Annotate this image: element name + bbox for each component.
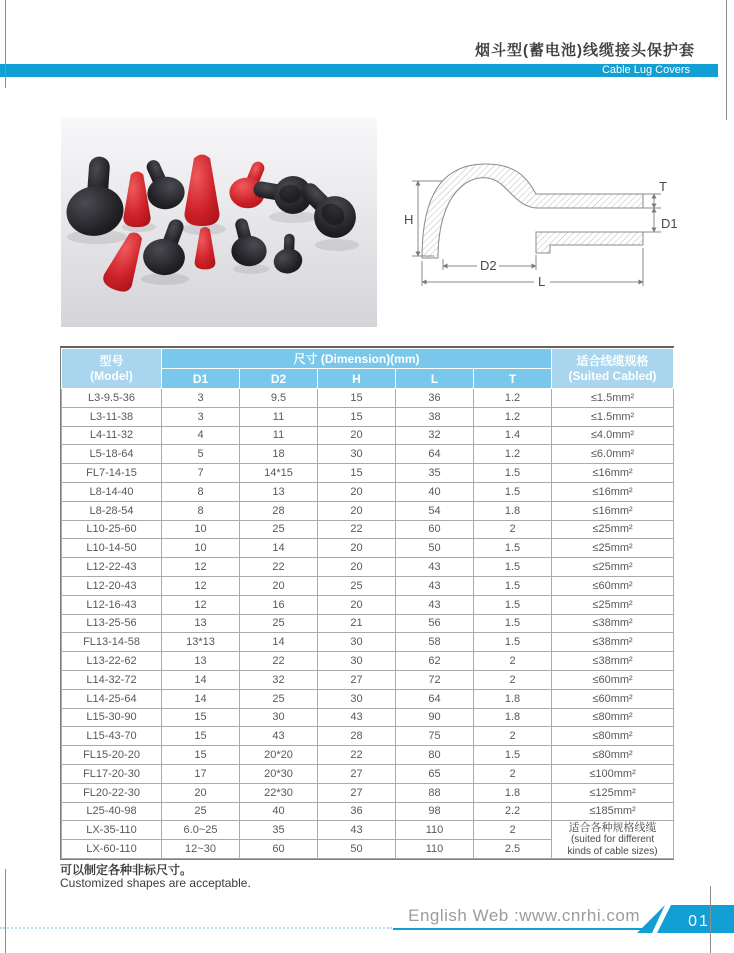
cell-d2: 28	[240, 501, 318, 520]
cell-d1: 14	[162, 689, 240, 708]
cell-model: L15-43-70	[62, 727, 162, 746]
cell-l: 80	[396, 746, 474, 765]
spec-table-body	[62, 389, 674, 859]
cell-h: 43	[318, 708, 396, 727]
cell-model: L10-14-50	[62, 539, 162, 558]
cell-d2: 14	[240, 633, 318, 652]
cell-l: 98	[396, 802, 474, 821]
cell-d1: 6.0~25	[162, 821, 240, 840]
cell-l: 75	[396, 727, 474, 746]
cell-suited: ≤6.0mm²	[552, 445, 674, 464]
cell-d2: 13	[240, 482, 318, 501]
merged-suited-line: kinds of cable sizes)	[567, 845, 658, 857]
cell-d2: 35	[240, 821, 318, 840]
cell-suited: ≤38mm²	[552, 633, 674, 652]
footer-dotted-line	[0, 927, 392, 929]
cell-d1: 7	[162, 464, 240, 483]
cell-d1: 5	[162, 445, 240, 464]
col-header-model-zh: 型号	[99, 353, 124, 368]
cell-t: 1.8	[474, 689, 552, 708]
table-row	[62, 595, 674, 614]
col-header-suited-en: (Suited Cabled)	[568, 368, 657, 383]
cell-h: 20	[318, 482, 396, 501]
cell-suited: ≤25mm²	[552, 520, 674, 539]
cell-h: 22	[318, 746, 396, 765]
cell-suited: ≤25mm²	[552, 595, 674, 614]
table-row	[62, 670, 674, 689]
cell-t: 1.2	[474, 389, 552, 408]
cell-h: 27	[318, 670, 396, 689]
cell-h: 30	[318, 652, 396, 671]
dim-label-l: L	[538, 274, 546, 289]
table-row	[62, 501, 674, 520]
corner-line-bottom-left	[5, 869, 6, 953]
table-row	[62, 482, 674, 501]
cell-t: 2.2	[474, 802, 552, 821]
table-row	[62, 464, 674, 483]
cell-h: 22	[318, 520, 396, 539]
cell-l: 56	[396, 614, 474, 633]
cell-model: FL15-20-20	[62, 746, 162, 765]
cell-suited: ≤16mm²	[552, 464, 674, 483]
cell-d1: 25	[162, 802, 240, 821]
cell-h: 20	[318, 539, 396, 558]
cell-l: 40	[396, 482, 474, 501]
cell-suited: ≤60mm²	[552, 670, 674, 689]
corner-line-top-left	[5, 0, 6, 88]
table-row	[62, 633, 674, 652]
cell-d2: 43	[240, 727, 318, 746]
note-zh: 可以制定各种非标尺寸。	[60, 863, 193, 877]
cell-d2: 22	[240, 652, 318, 671]
cell-h: 15	[318, 389, 396, 408]
col-header-suited-zh: 适合线缆规格	[576, 353, 649, 368]
col-header-h: H	[318, 369, 396, 389]
cell-d1: 4	[162, 426, 240, 445]
cell-suited-merged	[552, 821, 674, 859]
table-row	[62, 407, 674, 426]
table-row	[62, 746, 674, 765]
cell-suited: ≤185mm²	[552, 802, 674, 821]
cell-suited: ≤25mm²	[552, 539, 674, 558]
page-number-badge	[630, 902, 734, 935]
cell-suited: ≤16mm²	[552, 482, 674, 501]
cover-cross-section	[422, 164, 643, 258]
cell-suited: ≤4.0mm²	[552, 426, 674, 445]
cell-h: 27	[318, 783, 396, 802]
cell-l: 50	[396, 539, 474, 558]
col-header-dimension: 尺寸 (Dimension)(mm)	[162, 349, 552, 369]
table-row	[62, 614, 674, 633]
cell-h: 15	[318, 407, 396, 426]
cell-l: 88	[396, 783, 474, 802]
table-row	[62, 689, 674, 708]
cell-l: 32	[396, 426, 474, 445]
cell-model: FL17-20-30	[62, 764, 162, 783]
dim-label-h: H	[404, 212, 414, 227]
spec-table-wrap	[60, 346, 674, 860]
cell-d1: 3	[162, 407, 240, 426]
cell-d1: 3	[162, 389, 240, 408]
cell-t: 1.5	[474, 464, 552, 483]
cell-t: 1.5	[474, 595, 552, 614]
table-row	[62, 821, 674, 840]
cell-t: 1.5	[474, 633, 552, 652]
cell-d2: 9.5	[240, 389, 318, 408]
note-en: Customized shapes are acceptable.	[60, 876, 251, 890]
cell-d2: 40	[240, 802, 318, 821]
cell-h: 30	[318, 445, 396, 464]
cell-h: 30	[318, 633, 396, 652]
cell-d1: 17	[162, 764, 240, 783]
table-row	[62, 520, 674, 539]
cell-d1: 20	[162, 783, 240, 802]
cell-t: 2	[474, 520, 552, 539]
cell-model: FL20-22-30	[62, 783, 162, 802]
page-title-zh: 烟斗型(蓄电池)线缆接头保护套	[475, 42, 695, 59]
table-row	[62, 539, 674, 558]
cell-l: 60	[396, 520, 474, 539]
cell-d2: 20*20	[240, 746, 318, 765]
cell-l: 110	[396, 840, 474, 859]
cell-d1: 12~30	[162, 840, 240, 859]
cell-suited: ≤100mm²	[552, 764, 674, 783]
cell-l: 36	[396, 389, 474, 408]
cell-t: 2	[474, 670, 552, 689]
cell-d2: 11	[240, 407, 318, 426]
cell-d1: 10	[162, 539, 240, 558]
cell-l: 90	[396, 708, 474, 727]
cell-h: 20	[318, 595, 396, 614]
table-row	[62, 652, 674, 671]
cell-suited: ≤80mm²	[552, 746, 674, 765]
cell-d2: 22	[240, 558, 318, 577]
cell-l: 54	[396, 501, 474, 520]
cell-suited: ≤60mm²	[552, 576, 674, 595]
dim-label-t: T	[659, 179, 667, 194]
cell-d1: 15	[162, 708, 240, 727]
cell-model: L8-28-54	[62, 501, 162, 520]
cell-d2: 25	[240, 520, 318, 539]
cell-t: 1.5	[474, 576, 552, 595]
cell-d1: 12	[162, 595, 240, 614]
cell-d1: 12	[162, 558, 240, 577]
cell-l: 58	[396, 633, 474, 652]
cell-d1: 15	[162, 727, 240, 746]
cell-l: 38	[396, 407, 474, 426]
cell-d2: 60	[240, 840, 318, 859]
col-header-l: L	[396, 369, 474, 389]
cell-t: 2	[474, 652, 552, 671]
cell-model: L8-14-40	[62, 482, 162, 501]
dim-label-d2: D2	[480, 258, 497, 273]
col-header-d1: D1	[162, 369, 240, 389]
table-row	[62, 783, 674, 802]
cell-d2: 18	[240, 445, 318, 464]
cell-model: L3-11-38	[62, 407, 162, 426]
cell-l: 64	[396, 689, 474, 708]
cell-d2: 20*30	[240, 764, 318, 783]
cell-suited: ≤16mm²	[552, 501, 674, 520]
cell-h: 15	[318, 464, 396, 483]
website-label: English Web :www.cnrhi.com	[408, 906, 640, 925]
cell-model: L4-11-32	[62, 426, 162, 445]
cell-t: 1.5	[474, 558, 552, 577]
cell-d1: 13*13	[162, 633, 240, 652]
cell-d1: 14	[162, 670, 240, 689]
col-header-model-en: (Model)	[90, 368, 133, 383]
table-row	[62, 426, 674, 445]
cell-suited: ≤60mm²	[552, 689, 674, 708]
table-row	[62, 445, 674, 464]
cell-l: 65	[396, 764, 474, 783]
cell-t: 1.5	[474, 482, 552, 501]
corner-line-top-right	[726, 0, 727, 120]
cell-model: FL7-14-15	[62, 464, 162, 483]
cell-l: 64	[396, 445, 474, 464]
cell-suited: ≤125mm²	[552, 783, 674, 802]
cell-t: 1.8	[474, 501, 552, 520]
cell-suited: ≤80mm²	[552, 708, 674, 727]
cell-d2: 14*15	[240, 464, 318, 483]
cell-h: 30	[318, 689, 396, 708]
cell-d1: 8	[162, 501, 240, 520]
cell-suited: ≤1.5mm²	[552, 389, 674, 408]
cell-model: L13-25-56	[62, 614, 162, 633]
cell-model: L12-22-43	[62, 558, 162, 577]
cell-t: 1.2	[474, 445, 552, 464]
cell-t: 2	[474, 764, 552, 783]
cell-d2: 32	[240, 670, 318, 689]
cell-suited: ≤1.5mm²	[552, 407, 674, 426]
cell-d1: 15	[162, 746, 240, 765]
cell-d2: 16	[240, 595, 318, 614]
cell-l: 72	[396, 670, 474, 689]
cell-d2: 25	[240, 689, 318, 708]
cell-l: 62	[396, 652, 474, 671]
col-header-d2: D2	[240, 369, 318, 389]
table-row	[62, 576, 674, 595]
product-photo	[61, 117, 377, 327]
table-row	[62, 802, 674, 821]
cell-model: L14-25-64	[62, 689, 162, 708]
cell-h: 20	[318, 426, 396, 445]
spec-table	[61, 348, 674, 859]
cell-h: 28	[318, 727, 396, 746]
cell-h: 27	[318, 764, 396, 783]
cell-h: 21	[318, 614, 396, 633]
cell-model: L15-30-90	[62, 708, 162, 727]
cell-suited: ≤38mm²	[552, 652, 674, 671]
cell-l: 43	[396, 558, 474, 577]
cell-model: L14-32-72	[62, 670, 162, 689]
cell-h: 20	[318, 558, 396, 577]
col-header-suited	[552, 349, 674, 389]
cell-t: 1.8	[474, 708, 552, 727]
cell-t: 2	[474, 821, 552, 840]
cell-model: L13-22-62	[62, 652, 162, 671]
cell-d2: 14	[240, 539, 318, 558]
table-row	[62, 558, 674, 577]
cell-t: 1.4	[474, 426, 552, 445]
cell-h: 20	[318, 501, 396, 520]
cell-l: 35	[396, 464, 474, 483]
merged-suited-line: 适合各种规格线缆	[568, 821, 657, 834]
cell-model: L3-9.5-36	[62, 389, 162, 408]
cell-d2: 11	[240, 426, 318, 445]
footer-accent-line	[393, 928, 646, 930]
col-header-t: T	[474, 369, 552, 389]
table-row	[62, 389, 674, 408]
dim-label-d1: D1	[661, 216, 678, 231]
cell-d1: 8	[162, 482, 240, 501]
page-number: 01	[688, 913, 710, 930]
corner-line-bottom-right	[710, 886, 711, 953]
cell-t: 1.5	[474, 539, 552, 558]
cell-t: 1.5	[474, 614, 552, 633]
cell-l: 110	[396, 821, 474, 840]
cell-t: 1.2	[474, 407, 552, 426]
cell-t: 1.5	[474, 746, 552, 765]
cell-model: L10-25-60	[62, 520, 162, 539]
merged-suited-line: (suited for different	[570, 833, 655, 845]
cell-h: 36	[318, 802, 396, 821]
cell-h: 43	[318, 821, 396, 840]
cell-model: FL13-14-58	[62, 633, 162, 652]
cell-d1: 10	[162, 520, 240, 539]
section-banner	[0, 64, 718, 77]
cell-suited: ≤80mm²	[552, 727, 674, 746]
cell-d2: 25	[240, 614, 318, 633]
section-banner-label: Cable Lug Covers	[601, 64, 690, 76]
cell-t: 2.5	[474, 840, 552, 859]
cell-l: 43	[396, 595, 474, 614]
cell-suited: ≤38mm²	[552, 614, 674, 633]
cell-t: 1.8	[474, 783, 552, 802]
cell-model: L12-20-43	[62, 576, 162, 595]
cell-t: 2	[474, 727, 552, 746]
cell-l: 43	[396, 576, 474, 595]
cell-h: 50	[318, 840, 396, 859]
cell-model: L25-40-98	[62, 802, 162, 821]
cell-d2: 22*30	[240, 783, 318, 802]
cell-model: LX-60-110	[62, 840, 162, 859]
cell-d1: 13	[162, 652, 240, 671]
cell-h: 25	[318, 576, 396, 595]
cell-d1: 12	[162, 576, 240, 595]
cell-suited: ≤25mm²	[552, 558, 674, 577]
cell-d2: 30	[240, 708, 318, 727]
table-row	[62, 764, 674, 783]
cell-model: LX-35-110	[62, 821, 162, 840]
col-header-model	[62, 349, 162, 389]
cell-model: L5-18-64	[62, 445, 162, 464]
dimension-diagram	[398, 128, 700, 308]
table-row	[62, 708, 674, 727]
cell-d2: 20	[240, 576, 318, 595]
table-row	[62, 727, 674, 746]
cell-d1: 13	[162, 614, 240, 633]
cell-model: L12-16-43	[62, 595, 162, 614]
